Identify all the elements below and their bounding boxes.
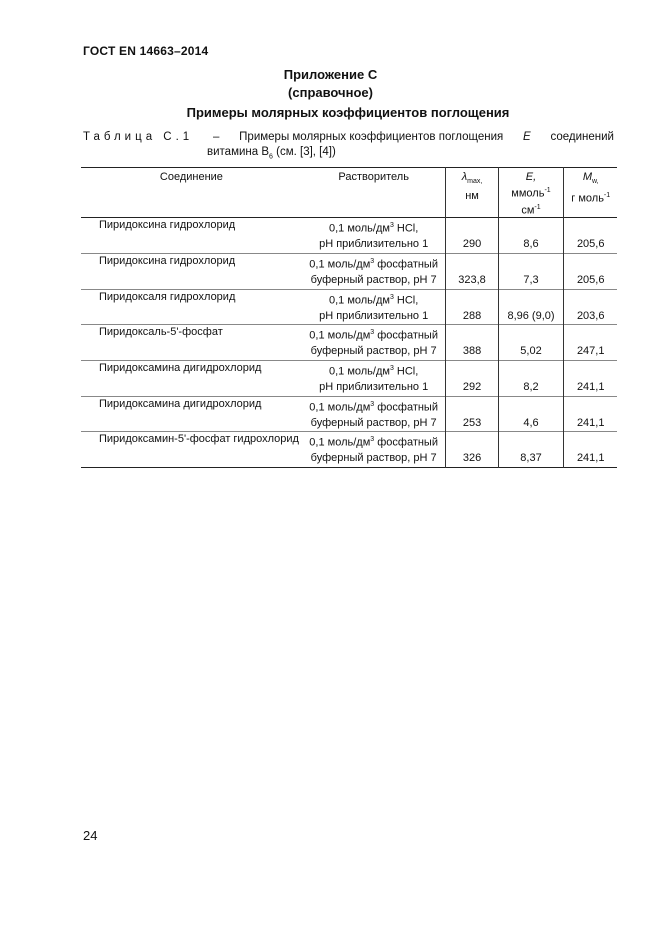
solvent-sup: 3 [370,436,375,444]
solvent-sup: 3 [389,293,394,301]
table-row [81,432,617,468]
solvent-line1: 0,1 моль/дм [309,329,371,342]
solvent-sup: 3 [370,400,375,408]
col-mw [564,168,617,218]
table-caption-line2 [83,145,614,164]
solvent-line2: pH приблизительно 1 [319,309,429,322]
cell-e: 5,02 [498,325,564,361]
cell-lambda: 288 [446,289,498,325]
appendix-heading [0,66,661,102]
table-caption-dash: – [212,131,220,143]
table-caption-text-a: Примеры молярных коэффициентов поглощения [239,131,504,143]
cell-lambda: 253 [446,396,498,432]
mw-unit-sup: -1 [603,192,611,200]
table-caption-line1 [83,130,614,145]
caption-vitamin: витамина B [207,146,270,158]
solvent-tail: фосфатный [374,329,438,342]
cell-solvent [302,432,446,468]
table-caption-symbol: E [523,131,531,143]
col-solvent: Растворитель [338,171,409,183]
cell-e: 4,6 [498,396,564,432]
solvent-sup: 3 [370,257,375,265]
solvent-tail: HCl, [393,365,419,378]
cell-solvent [302,289,446,325]
lambda-symbol: λ [461,171,468,183]
mw-symbol: M [582,171,592,183]
caption-refs: (см. [3], [4]) [272,146,336,158]
table-caption-text-b: соединений [550,131,614,143]
table-row [81,360,617,396]
e-unit-sup2: -1 [534,203,541,211]
cell-mw: 247,1 [564,325,617,361]
cell-e: 7,3 [498,253,564,289]
solvent-line1: 0,1 моль/дм [309,436,371,449]
cell-e: 8,96 (9,0) [498,289,564,325]
appendix-subtitle: (справочное) [288,85,373,100]
page-number: 24 [83,828,98,843]
e-unit-sup1: -1 [544,187,551,194]
table-row [81,253,617,289]
solvent-tail: фосфатный [374,436,438,449]
mw-sub: w, [591,178,599,186]
cell-compound: Пиридоксамина дигидрохлорид [99,361,262,374]
e-unit-a: ммоль [511,187,545,200]
cell-solvent [302,218,446,254]
solvent-line2: буферный раствор, pH 7 [310,274,437,287]
cell-solvent [302,325,446,361]
section-title: Примеры молярных коэффициентов поглощения [186,105,510,120]
cell-mw: 203,6 [564,289,617,325]
cell-solvent [302,360,446,396]
cell-solvent [302,253,446,289]
solvent-tail: HCl, [393,294,419,307]
cell-lambda: 290 [446,218,498,254]
cell-compound: Пиридоксамин-5'-фосфат гидрохлорид [99,433,299,446]
solvent-line1: 0,1 моль/дм [328,365,390,378]
cell-mw: 205,6 [564,253,617,289]
table-row [81,289,617,325]
cell-lambda: 292 [446,360,498,396]
cell-compound: Пиридоксаль-5'-фосфат [99,326,223,339]
solvent-line1: 0,1 моль/дм [328,294,390,307]
solvent-line1: 0,1 моль/дм [309,258,371,271]
col-lambda [446,168,498,218]
cell-mw: 241,1 [564,360,617,396]
cell-lambda: 388 [446,325,498,361]
solvent-line2: буферный раствор, pH 7 [310,345,437,358]
col-compound: Соединение [159,171,223,183]
solvent-tail: HCl, [393,222,419,235]
standard-designation: ГОСТ EN 14663–2014 [83,44,209,58]
lambda-unit: нм [465,190,479,203]
cell-compound: Пиридоксина гидрохлорид [99,254,236,267]
solvent-tail: фосфатный [374,401,438,414]
table-row [81,396,617,432]
table-caption [83,130,614,164]
caption-vitamin-sub: 6 [269,153,273,161]
table-caption-prefix: Таблица С.1 [83,131,194,143]
solvent-line2: буферный раствор, pH 7 [310,452,437,465]
lambda-sub: max, [467,178,483,186]
e-symbol: E, [525,171,537,183]
cell-e: 8,37 [498,432,564,468]
absorption-table [81,167,617,468]
cell-e: 8,2 [498,360,564,396]
solvent-tail: фосфатный [374,258,438,271]
cell-lambda: 326 [446,432,498,468]
cell-mw: 241,1 [564,396,617,432]
solvent-sup: 3 [370,329,375,337]
e-unit-b: см [521,204,535,217]
col-e [498,168,564,218]
solvent-sup: 3 [389,364,394,372]
appendix-title: Приложение С [283,67,378,82]
cell-mw: 205,6 [564,218,617,254]
cell-compound: Пиридоксаля гидрохлорид [99,290,236,303]
cell-lambda: 323,8 [446,253,498,289]
cell-compound: Пиридоксамина дигидрохлорид [99,397,262,410]
solvent-line1: 0,1 моль/дм [328,222,390,235]
table-header-row [81,168,617,218]
cell-solvent [302,396,446,432]
cell-e: 8,6 [498,218,564,254]
solvent-line1: 0,1 моль/дм [309,401,371,414]
solvent-line2: pH приблизительно 1 [319,381,429,394]
cell-mw: 241,1 [564,432,617,468]
solvent-sup: 3 [389,222,394,230]
solvent-line2: pH приблизительно 1 [319,238,429,251]
solvent-line2: буферный раствор, pH 7 [310,416,437,429]
cell-compound: Пиридоксина гидрохлорид [99,219,236,232]
table-row [81,218,617,254]
mw-unit: г моль [571,192,604,205]
table-row [81,325,617,361]
